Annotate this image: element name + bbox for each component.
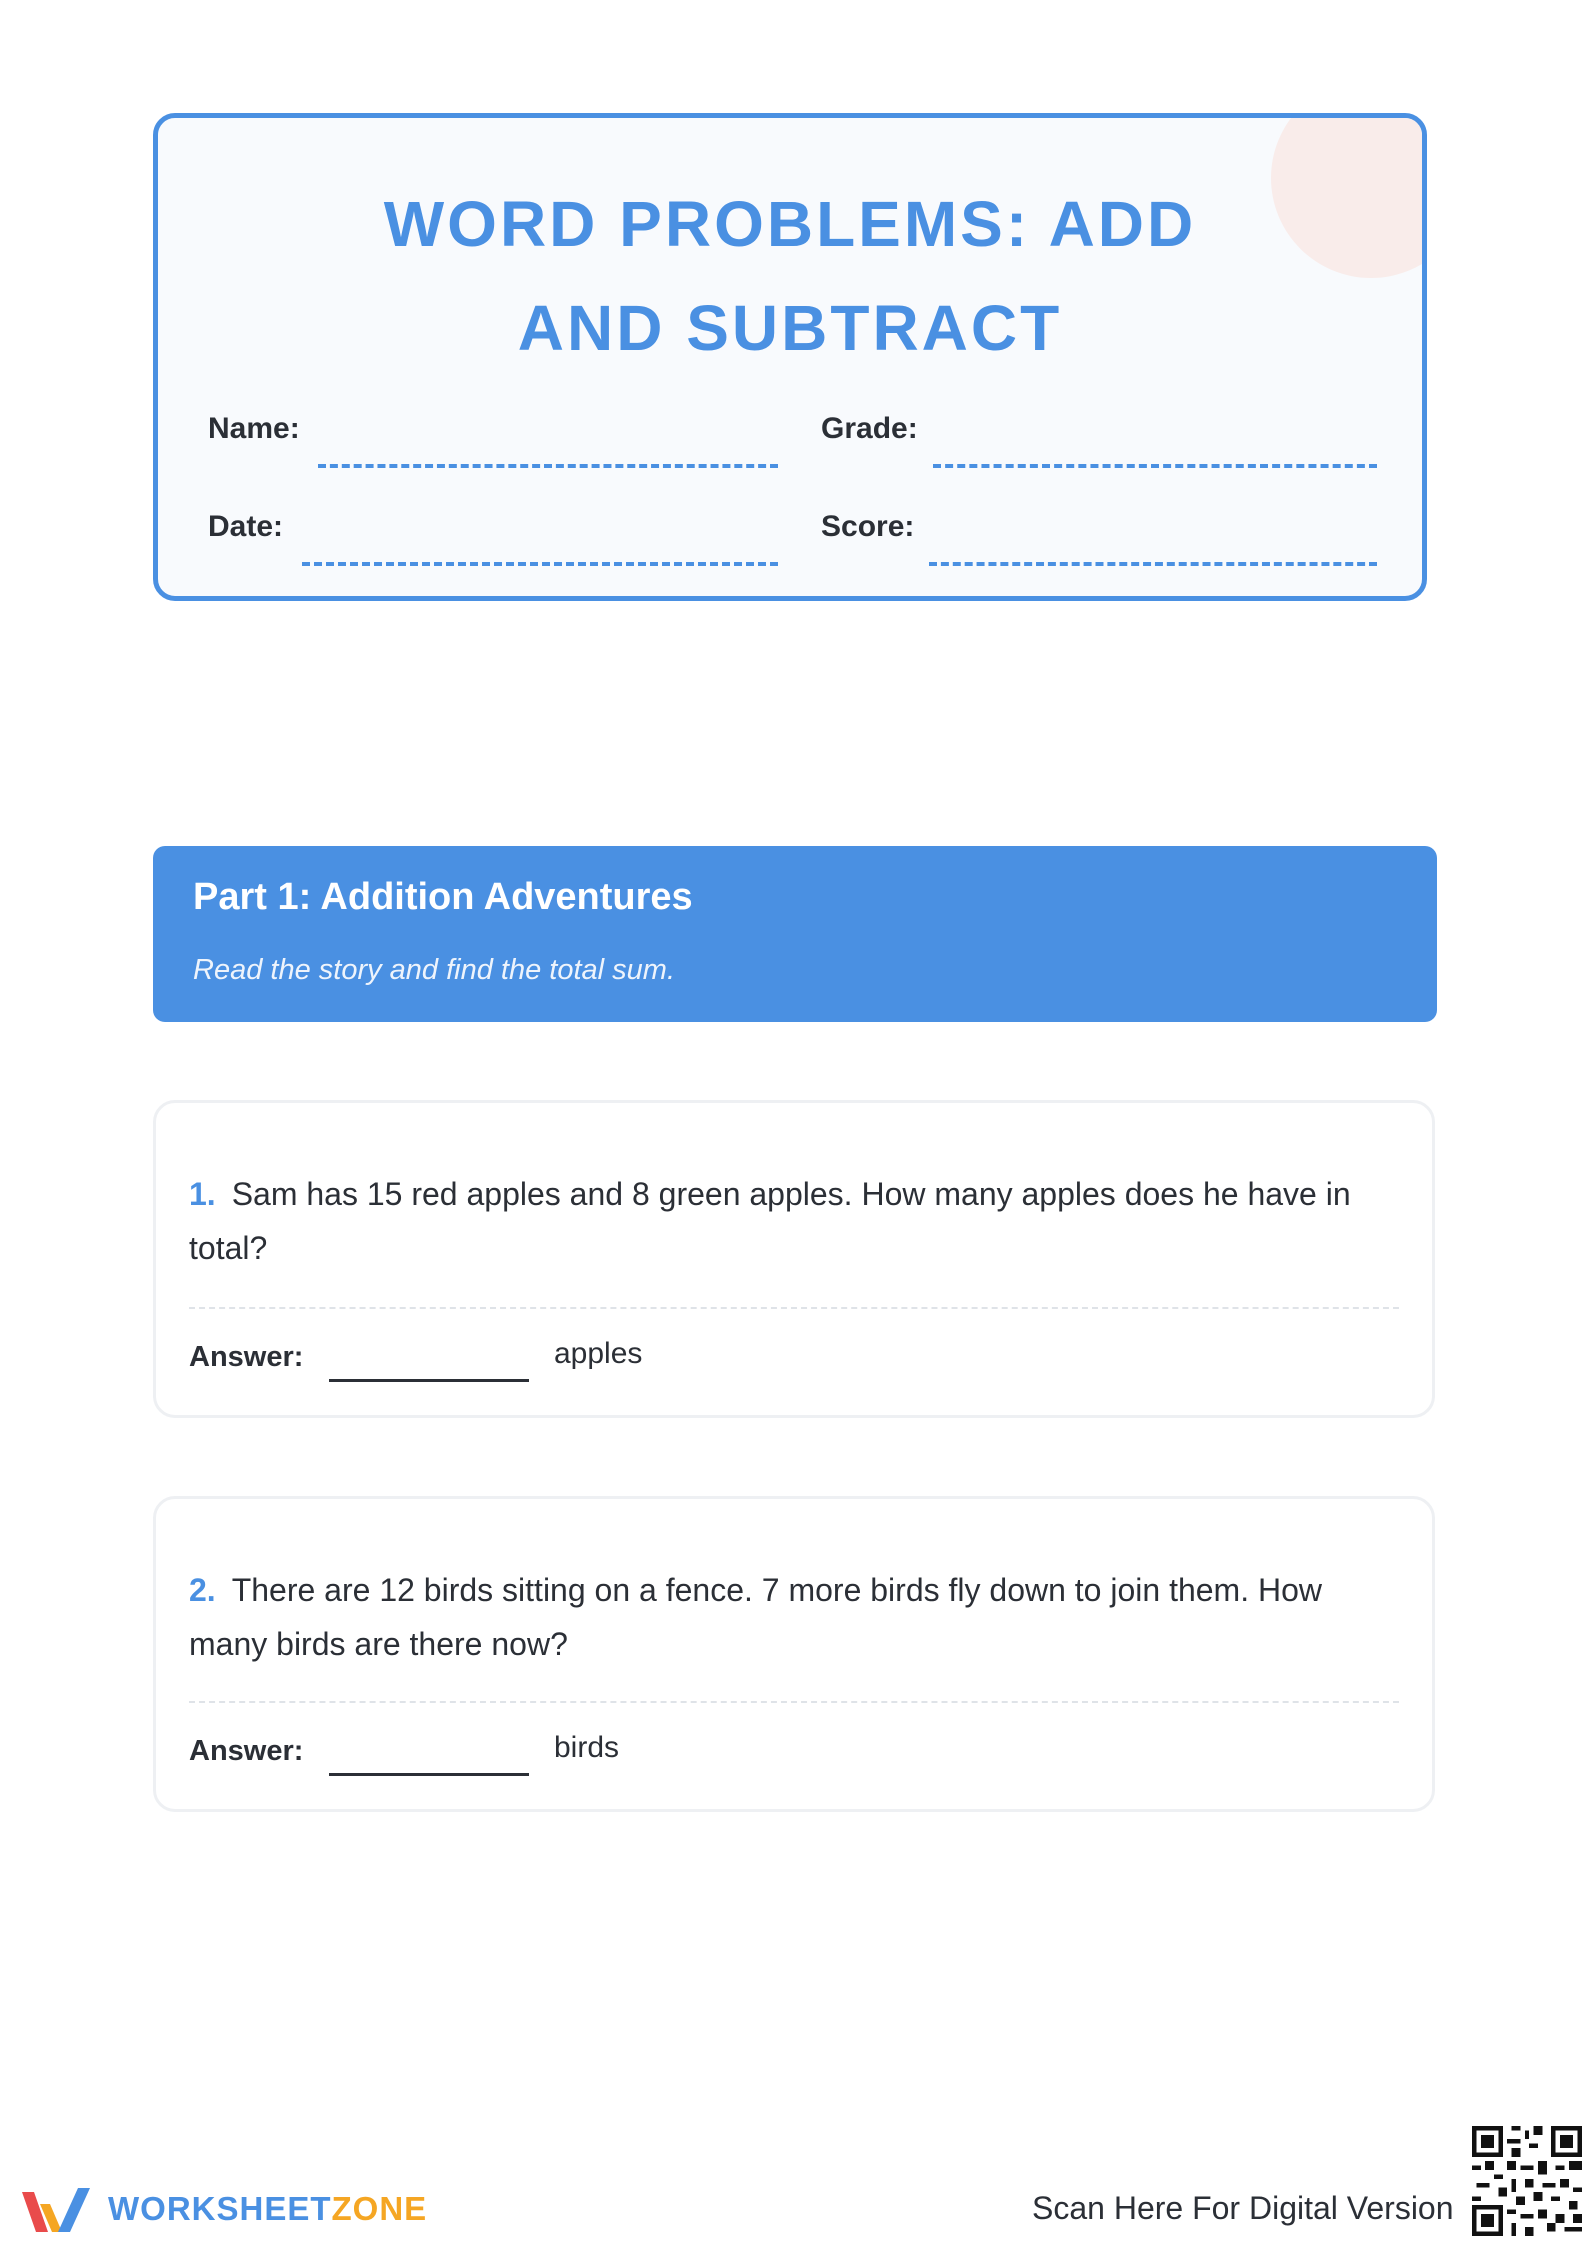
name-field[interactable] (208, 408, 778, 468)
answer-label: Answer: (189, 1341, 304, 1373)
section-title: Part 1: Addition Adventures (193, 876, 693, 918)
grade-label: Grade: (821, 412, 918, 445)
date-input-line[interactable] (302, 562, 778, 566)
qr-code-icon[interactable] (1472, 2126, 1582, 2236)
score-field[interactable] (821, 506, 1377, 566)
answer-unit: birds (554, 1731, 620, 1764)
question-number: 2. (189, 1572, 216, 1608)
scan-text: Scan Here For Digital Version (1032, 2190, 1454, 2226)
answer-unit: apples (554, 1337, 643, 1370)
section-subtitle: Read the story and find the total sum. (193, 954, 675, 986)
grade-field[interactable] (821, 408, 1377, 468)
date-label: Date: (208, 510, 284, 543)
name-label: Name: (208, 412, 300, 445)
brand-name (108, 2190, 427, 2228)
question-card (153, 1100, 1435, 1418)
answer-input-line[interactable] (329, 1773, 529, 1776)
brand-part-worksheet: WORKSHEET (108, 2190, 332, 2227)
grade-input-line[interactable] (933, 464, 1377, 468)
question-divider (189, 1307, 1399, 1309)
question-body: Sam has 15 red apples and 8 green apples. How many apples does he have in total? (189, 1176, 1351, 1266)
brand-part-zone: ZONE (331, 2190, 428, 2227)
score-label: Score: (821, 510, 915, 543)
question-number: 1. (189, 1176, 216, 1212)
worksheet-header-card (153, 113, 1427, 601)
page-title: WORD PROBLEMS: ADD AND SUBTRACT (383, 188, 1197, 364)
question-body: There are 12 birds sitting on a fence. 7 more birds fly down to join them. How many birds are there now? (189, 1572, 1322, 1662)
worksheetzone-logo-icon (18, 2182, 96, 2238)
answer-input-line[interactable] (329, 1379, 529, 1382)
date-field[interactable] (208, 506, 778, 566)
question-text (189, 1563, 1402, 1671)
section-banner (153, 846, 1437, 1022)
question-divider (189, 1701, 1399, 1703)
score-input-line[interactable] (929, 562, 1377, 566)
answer-label: Answer: (189, 1735, 304, 1767)
name-input-line[interactable] (318, 464, 778, 468)
question-card (153, 1496, 1435, 1812)
question-text (189, 1167, 1402, 1275)
